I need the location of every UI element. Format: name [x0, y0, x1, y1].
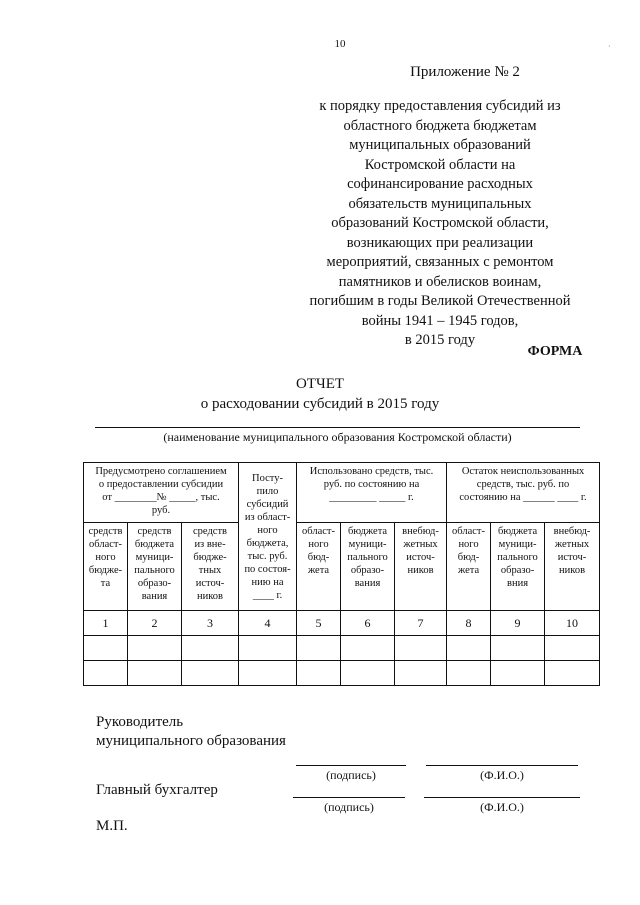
- subheader-line: тных: [198, 565, 222, 576]
- subheader-line: средств: [137, 526, 172, 537]
- table-cell[interactable]: [447, 661, 491, 686]
- table-cell[interactable]: [182, 661, 239, 686]
- table-cell[interactable]: [341, 661, 395, 686]
- accountant-name-caption: (Ф.И.О.): [480, 800, 524, 814]
- header-provided: [84, 463, 239, 523]
- header-provided-line: руб.: [151, 505, 171, 516]
- table-cell[interactable]: [128, 636, 182, 661]
- header-remaining: [447, 463, 600, 523]
- subheader-line: муници-: [135, 552, 174, 563]
- subheader-cell: [182, 523, 239, 611]
- header-received-line: субсидий: [246, 498, 289, 510]
- order-reference-line: обязательств муниципальных: [348, 195, 532, 212]
- column-number-cell: 4: [239, 611, 297, 636]
- order-reference-line: мероприятий, связанных с ремонтом: [326, 254, 554, 270]
- subheader-line: бюджета: [134, 539, 175, 550]
- report-subtitle: о расходовании субсидий в 2015 году: [200, 396, 440, 412]
- column-number-cell: 6: [341, 611, 395, 636]
- subheader-line: ного: [458, 539, 479, 550]
- column-number-cell: 8: [447, 611, 491, 636]
- table-cell[interactable]: [545, 636, 600, 661]
- subheader-line: бюд-: [457, 552, 480, 563]
- subheader-line: бюдже-: [88, 565, 123, 576]
- header-received-line: из област-: [244, 511, 291, 523]
- table-row: [84, 661, 600, 686]
- header-received: [239, 463, 297, 611]
- subheader-line: бюд-: [307, 552, 330, 563]
- subheader-line: та: [100, 578, 111, 589]
- table-cell[interactable]: [297, 661, 341, 686]
- table-cell[interactable]: [297, 636, 341, 661]
- order-reference-line: возникающих при реализации: [346, 234, 534, 251]
- table-cell[interactable]: [491, 636, 545, 661]
- header-received-line: Посту-: [252, 472, 283, 484]
- subheader-line: жетных: [403, 539, 438, 550]
- header-used-line: Использовано средств, тыс.: [309, 466, 434, 477]
- subheader-line: бюджета: [347, 526, 388, 537]
- header-used-line: руб. по состоянию на: [323, 479, 420, 490]
- subheader-line: вания: [141, 591, 168, 602]
- subheader-cell: [491, 523, 545, 611]
- subheader-cell: [84, 523, 128, 611]
- subheader-line: источ-: [406, 552, 435, 563]
- order-reference-line: войны 1941 – 1945 годов,: [361, 312, 519, 329]
- subheader-line: жетных: [554, 539, 590, 550]
- subheader-line: муници-: [498, 539, 537, 550]
- subheader-cell: [128, 523, 182, 611]
- subheader-line: образо-: [350, 565, 385, 576]
- subheader-cell: [297, 523, 341, 611]
- accountant-signature-line: [293, 797, 405, 798]
- form-label: ФОРМА: [527, 344, 583, 359]
- header-received-line: пило: [256, 485, 279, 497]
- table-cell[interactable]: [84, 661, 128, 686]
- subheader-line: пального: [497, 552, 538, 563]
- table-cell[interactable]: [491, 661, 545, 686]
- subheader-line: внебюд-: [402, 526, 439, 537]
- appendix-title: Приложение № 2: [410, 64, 520, 80]
- subheader-line: жета: [307, 565, 330, 576]
- order-reference-line: Костромской области на: [364, 156, 516, 173]
- subheader-line: област-: [302, 526, 335, 537]
- seal-label: М.П.: [96, 818, 128, 834]
- header-provided-line: о предоставлении субсидии: [98, 479, 224, 490]
- subheader-line: жета: [457, 565, 480, 576]
- order-reference-line: муниципальных образований: [349, 137, 531, 153]
- table-row: [84, 636, 600, 661]
- column-number-cell: 2: [128, 611, 182, 636]
- order-reference-line: к порядку предоставления субсидий из: [319, 98, 561, 114]
- subheader-row: [84, 523, 600, 611]
- head-name-caption: (Ф.И.О.): [480, 768, 524, 782]
- table-cell[interactable]: [395, 661, 447, 686]
- scan-dot: ·: [608, 42, 611, 51]
- report-table: [83, 462, 600, 686]
- subheader-line: бюдже-: [193, 552, 227, 563]
- table-cell[interactable]: [239, 661, 297, 686]
- header-remaining-line: состоянию на ______ ____ г.: [459, 492, 587, 503]
- header-provided-line: от ________№ _____, тыс.: [102, 492, 220, 503]
- header-received-line: ____ г.: [252, 589, 283, 601]
- column-number-cell: 9: [491, 611, 545, 636]
- head-label-municipality: муниципального образования: [96, 733, 286, 749]
- accountant-name-line: [424, 797, 580, 798]
- order-reference-line: погибшим в годы Великой Отечественной: [309, 293, 571, 309]
- page-number: 10: [334, 38, 346, 50]
- order-reference-line: софинансирование расходных: [347, 176, 533, 192]
- subheader-line: средств: [88, 526, 123, 537]
- subheader-line: источ-: [195, 578, 225, 589]
- table-cell[interactable]: [239, 636, 297, 661]
- accountant-label: Главный бухгалтер: [96, 782, 218, 798]
- table-cell[interactable]: [84, 636, 128, 661]
- column-number-cell: 7: [395, 611, 447, 636]
- head-label: Руководитель: [96, 714, 184, 730]
- table-cell[interactable]: [395, 636, 447, 661]
- table-cell[interactable]: [341, 636, 395, 661]
- order-reference-line: областного бюджета бюджетам: [343, 117, 537, 134]
- subheader-line: ников: [197, 591, 224, 602]
- order-reference-line: образований Костромской области,: [331, 215, 549, 231]
- subheader-line: ного: [308, 539, 329, 550]
- subheader-line: пального: [134, 565, 175, 576]
- subheader-line: бюджета: [497, 526, 538, 537]
- subheader-line: вния: [507, 578, 529, 589]
- subheader-line: средств: [193, 526, 227, 537]
- header-received-line: бюджета,: [246, 537, 289, 549]
- subheader-line: образо-: [137, 578, 172, 589]
- subheader-line: образо-: [500, 565, 535, 576]
- header-received-line: нию на: [251, 576, 284, 588]
- header-remaining-line: Остаток неиспользованных: [461, 466, 585, 477]
- column-number-cell: 3: [182, 611, 239, 636]
- order-reference: [290, 97, 590, 351]
- head-signature-caption: (подпись): [326, 768, 376, 782]
- accountant-signature-caption: (подпись): [324, 800, 374, 814]
- table-cell[interactable]: [182, 636, 239, 661]
- subheader-line: внебюд-: [553, 526, 591, 537]
- column-number-row: [84, 611, 600, 636]
- subheader-line: из вне-: [194, 539, 226, 550]
- table-cell[interactable]: [545, 661, 600, 686]
- table-cell[interactable]: [447, 636, 491, 661]
- subheader-cell: [447, 523, 491, 611]
- header-received-line: ного: [257, 524, 278, 536]
- table-cell[interactable]: [128, 661, 182, 686]
- header-used: [297, 463, 447, 523]
- column-number-cell: 10: [545, 611, 600, 636]
- subheader-line: вания: [354, 578, 381, 589]
- subheader-cell: [545, 523, 600, 611]
- column-number-cell: 1: [84, 611, 128, 636]
- subheader-line: ников: [407, 565, 434, 576]
- header-used-line: _________ _____ г.: [329, 492, 414, 503]
- header-remaining-line: средств, тыс. руб. по: [476, 479, 570, 490]
- subheader-line: муници-: [348, 539, 387, 550]
- header-received-line: по состоя-: [244, 563, 291, 575]
- subheader-line: област-: [452, 526, 486, 537]
- order-reference-line: в 2015 году: [404, 332, 476, 348]
- order-reference-line: памятников и обелисков воинам,: [338, 273, 542, 290]
- header-received-line: тыс. руб.: [247, 550, 288, 562]
- subheader-line: пального: [347, 552, 388, 563]
- subheader-cell: [341, 523, 395, 611]
- subheader-cell: [395, 523, 447, 611]
- subheader-line: ного: [95, 552, 116, 563]
- municipality-caption: (наименование муниципального образования Костромской области): [163, 430, 512, 444]
- head-signature-line: [296, 765, 406, 766]
- header-provided-line: Предусмотрено соглашением: [95, 466, 227, 477]
- municipality-fill-line: [95, 427, 580, 428]
- subheader-line: ников: [559, 565, 586, 576]
- column-number-cell: 5: [297, 611, 341, 636]
- head-name-line: [426, 765, 578, 766]
- subheader-line: источ-: [557, 552, 587, 563]
- subheader-line: област-: [89, 539, 122, 550]
- report-title: ОТЧЕТ: [295, 376, 345, 392]
